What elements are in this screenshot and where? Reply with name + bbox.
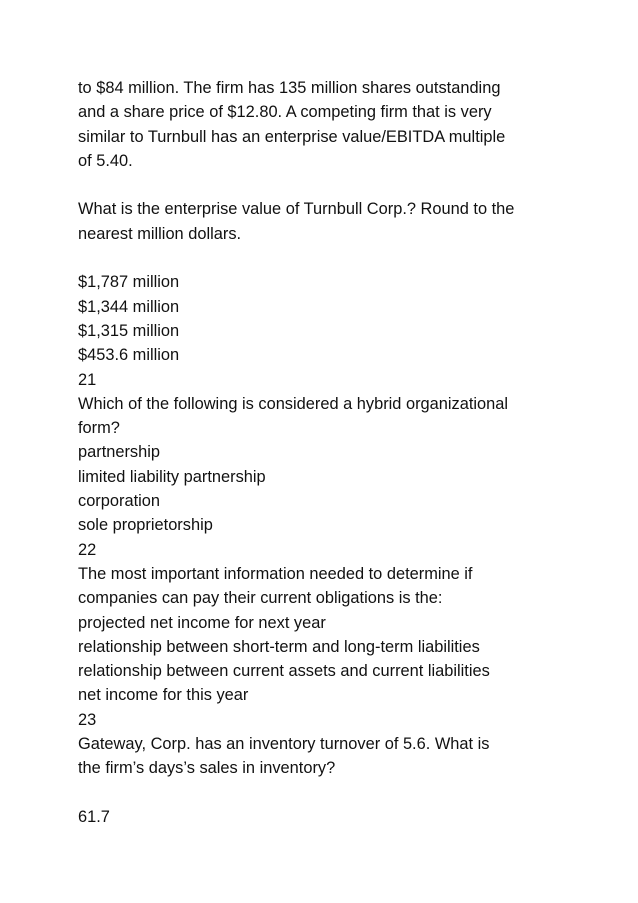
intro-line: and a share price of $12.80. A competing firm that is very [78,103,492,122]
question-text: form? [78,419,120,438]
blank-line [78,173,578,197]
question-text: What is the enterprise value of Turnbull Corp.? Round to the [78,200,515,219]
answer-option: projected net income for next year [78,613,326,632]
intro-line: similar to Turnbull has an enterprise value/EBITDA multiple [78,127,506,146]
answer-option: $1,344 million [78,297,180,316]
blank-line [78,246,578,270]
document-text [78,76,578,829]
answer-option: relationship between short-term and long-term liabilities [78,637,480,656]
question-number: 22 [78,540,97,559]
question-text: the firm’s days’s sales in inventory? [78,759,336,778]
answer-option: $453.6 million [78,346,180,365]
answer-option: $1,787 million [78,273,180,292]
answer-option: sole proprietorship [78,516,213,535]
answer-option: relationship between current assets and current liabilities [78,662,490,681]
answer-option: net income for this year [78,686,249,705]
answer-option: partnership [78,443,161,462]
question-number: 23 [78,710,97,729]
question-text: nearest million dollars. [78,224,242,243]
blank-line [78,781,578,805]
answer-option: corporation [78,492,161,511]
question-text: companies can pay their current obligations is the: [78,589,443,608]
answer-option: 61.7 [78,807,110,826]
answer-option: limited liability partnership [78,467,266,486]
question-text: Which of the following is considered a hybrid organizational [78,394,509,413]
answer-option: $1,315 million [78,321,180,340]
intro-line: to $84 million. The firm has 135 million shares outstanding [78,79,501,97]
question-text: The most important information needed to determine if [78,564,473,583]
intro-line: of 5.40. [78,151,133,170]
question-text: Gateway, Corp. has an inventory turnover of 5.6. What is [78,735,490,754]
question-number: 21 [78,370,97,389]
